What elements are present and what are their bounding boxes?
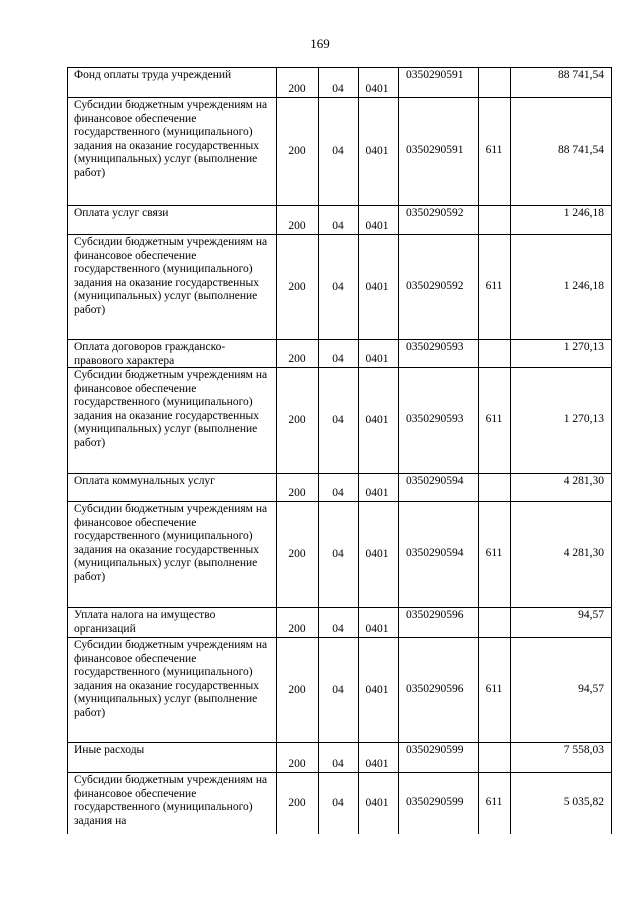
row-description: Уплата налога на имущество организаций bbox=[74, 609, 216, 635]
row-description: Субсидии бюджетным учреждениям на финансовое обеспечение государственного (муниципального) задания на оказание государственных (муниципальных) услуг (выполнение работ) bbox=[74, 236, 268, 316]
table-row-divider bbox=[67, 607, 612, 608]
row-amount: 4 281,30 bbox=[563, 475, 604, 487]
row-description: Субсидии бюджетным учреждениям на финансовое обеспечение государственного (муниципального) задания на оказание государственных (муниципальных) услуг (выполнение работ) bbox=[74, 99, 268, 179]
row-expense-type-code: 611 bbox=[485, 280, 503, 292]
table-column-divider bbox=[510, 67, 511, 834]
row-subsection-code: 04 bbox=[332, 487, 344, 499]
row-description: Оплата коммунальных услуг bbox=[74, 475, 215, 487]
table-column-divider bbox=[611, 67, 612, 834]
table-row-divider bbox=[67, 205, 612, 206]
row-subsection-code: 04 bbox=[332, 623, 344, 635]
row-amount: 88 741,54 bbox=[558, 69, 604, 81]
row-target-article-code: 0350290596 bbox=[406, 683, 464, 695]
row-target-article-code: 0350290593 bbox=[406, 341, 464, 353]
row-section-code: 200 bbox=[288, 548, 306, 560]
table-row-divider bbox=[67, 339, 612, 340]
table-row-divider bbox=[67, 501, 612, 502]
row-position-code: 0401 bbox=[365, 797, 389, 809]
row-target-article-code: 0350290594 bbox=[406, 475, 464, 487]
row-amount: 1 246,18 bbox=[563, 280, 604, 292]
row-section-code: 200 bbox=[288, 220, 306, 232]
row-description: Субсидии бюджетным учреждениям на финансовое обеспечение государственного (муниципального) задания на оказание государственных (муниципальных) услуг (выполнение работ) bbox=[74, 503, 268, 583]
table-row-divider bbox=[67, 234, 612, 235]
row-position-code: 0401 bbox=[365, 281, 389, 293]
row-subsection-code: 04 bbox=[332, 353, 344, 365]
row-position-code: 0401 bbox=[365, 220, 389, 232]
row-description: Оплата услуг связи bbox=[74, 207, 169, 219]
row-amount: 1 246,18 bbox=[563, 207, 604, 219]
table-column-divider bbox=[67, 67, 68, 834]
row-amount: 1 270,13 bbox=[563, 341, 604, 353]
row-amount: 94,57 bbox=[578, 683, 604, 695]
row-subsection-code: 04 bbox=[332, 797, 344, 809]
table-row-divider bbox=[67, 637, 612, 638]
row-expense-type-code: 611 bbox=[485, 413, 503, 425]
row-subsection-code: 04 bbox=[332, 145, 344, 157]
row-position-code: 0401 bbox=[365, 548, 389, 560]
row-target-article-code: 0350290592 bbox=[406, 280, 464, 292]
row-position-code: 0401 bbox=[365, 353, 389, 365]
row-description: Фонд оплаты труда учреждений bbox=[74, 69, 232, 81]
row-section-code: 200 bbox=[288, 281, 306, 293]
row-subsection-code: 04 bbox=[332, 414, 344, 426]
row-target-article-code: 0350290592 bbox=[406, 207, 464, 219]
row-section-code: 200 bbox=[288, 684, 306, 696]
table-column-divider bbox=[398, 67, 399, 834]
row-expense-type-code: 611 bbox=[485, 683, 503, 695]
row-amount: 7 558,03 bbox=[563, 744, 604, 756]
table-row-divider bbox=[67, 772, 612, 773]
table-column-divider bbox=[358, 67, 359, 834]
row-description: Субсидии бюджетным учреждениям на финансовое обеспечение государственного (муниципального) задания на оказание государственных (муниципальных) услуг (выполнение работ) bbox=[74, 369, 268, 449]
row-position-code: 0401 bbox=[365, 414, 389, 426]
row-amount: 88 741,54 bbox=[558, 144, 604, 156]
row-subsection-code: 04 bbox=[332, 548, 344, 560]
row-description: Оплата договоров гражданско-правового характера bbox=[74, 341, 226, 367]
row-section-code: 200 bbox=[288, 145, 306, 157]
row-target-article-code: 0350290599 bbox=[406, 796, 464, 808]
table-column-divider bbox=[276, 67, 277, 834]
row-target-article-code: 0350290593 bbox=[406, 413, 464, 425]
row-section-code: 200 bbox=[288, 414, 306, 426]
row-subsection-code: 04 bbox=[332, 758, 344, 770]
row-target-article-code: 0350290591 bbox=[406, 144, 464, 156]
row-section-code: 200 bbox=[288, 353, 306, 365]
row-target-article-code: 0350290596 bbox=[406, 609, 464, 621]
row-amount: 5 035,82 bbox=[563, 796, 604, 808]
row-target-article-code: 0350290594 bbox=[406, 547, 464, 559]
row-subsection-code: 04 bbox=[332, 684, 344, 696]
row-description: Иные расходы bbox=[74, 744, 145, 756]
row-expense-type-code: 611 bbox=[485, 144, 503, 156]
table-column-divider bbox=[318, 67, 319, 834]
row-position-code: 0401 bbox=[365, 487, 389, 499]
row-position-code: 0401 bbox=[365, 623, 389, 635]
row-amount: 94,57 bbox=[578, 609, 604, 621]
row-amount: 4 281,30 bbox=[563, 547, 604, 559]
row-subsection-code: 04 bbox=[332, 220, 344, 232]
row-section-code: 200 bbox=[288, 797, 306, 809]
row-position-code: 0401 bbox=[365, 83, 389, 95]
table-row-divider bbox=[67, 742, 612, 743]
row-target-article-code: 0350290591 bbox=[406, 69, 464, 81]
row-description: Субсидии бюджетным учреждениям на финансовое обеспечение государственного (муниципального) задания на оказание государственных (муниципальных) услуг (выполнение работ) bbox=[74, 639, 268, 719]
row-subsection-code: 04 bbox=[332, 281, 344, 293]
row-target-article-code: 0350290599 bbox=[406, 744, 464, 756]
row-subsection-code: 04 bbox=[332, 83, 344, 95]
page-number: 169 bbox=[310, 36, 330, 51]
table-column-divider bbox=[478, 67, 479, 834]
row-section-code: 200 bbox=[288, 83, 306, 95]
row-description: Субсидии бюджетным учреждениям на финансовое обеспечение государственного (муниципального) задания на bbox=[74, 774, 268, 827]
row-section-code: 200 bbox=[288, 758, 306, 770]
row-position-code: 0401 bbox=[365, 684, 389, 696]
table-row-divider bbox=[67, 473, 612, 474]
row-amount: 1 270,13 bbox=[563, 413, 604, 425]
row-position-code: 0401 bbox=[365, 145, 389, 157]
table-row-divider bbox=[67, 97, 612, 98]
row-position-code: 0401 bbox=[365, 758, 389, 770]
row-section-code: 200 bbox=[288, 487, 306, 499]
row-expense-type-code: 611 bbox=[485, 796, 503, 808]
row-section-code: 200 bbox=[288, 623, 306, 635]
row-expense-type-code: 611 bbox=[485, 547, 503, 559]
table-row-divider bbox=[67, 67, 612, 68]
